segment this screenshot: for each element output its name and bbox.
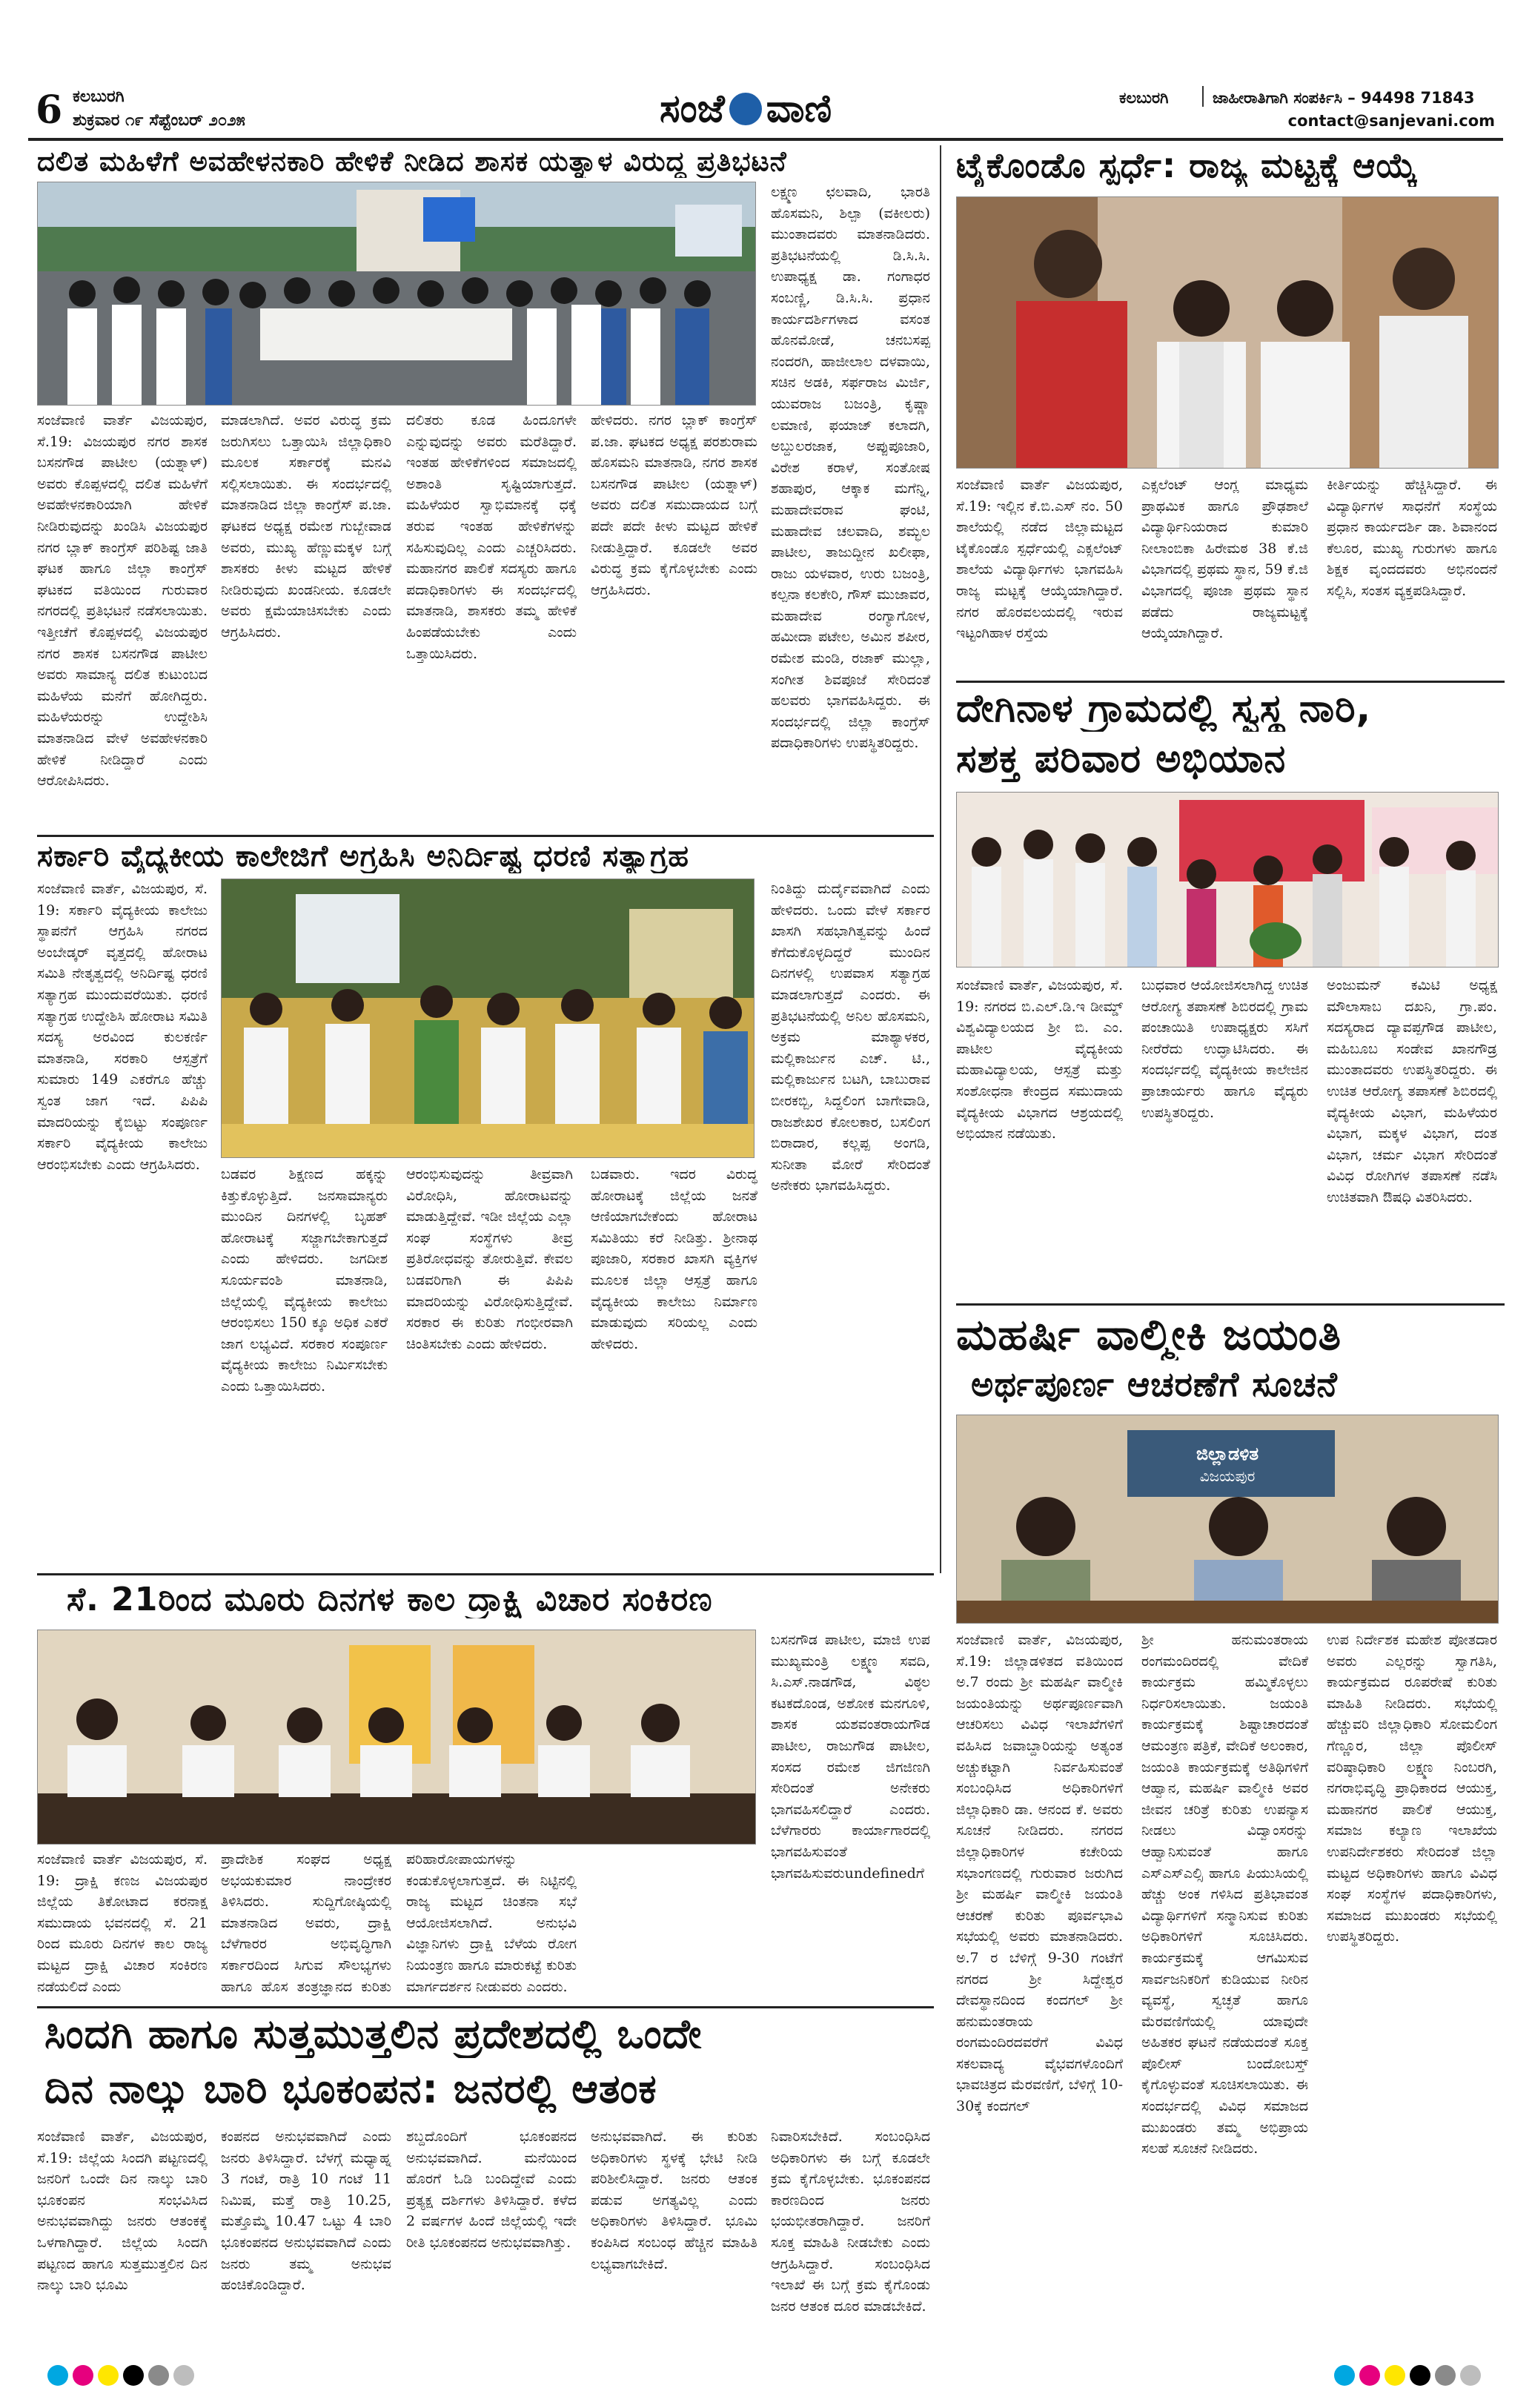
hunger-strike-col-4: ಬಡವಾರು. ಇದರ ವಿರುದ್ಧ ಹೋರಾಟಕ್ಕೆ ಜಿಲ್ಲೆಯ ಜನತೆ ಆಣಿಯಾಗಬೇಕೆಂದು ಹೋರಾಟ ಸಮಿತಿಯು ಕರೆ ನೀಡಿತ್ತು. ಶ್ರೀನಾಥ ಪೂಜಾರಿ, ಸರಕಾರ ಖಾಸಗಿ ವ್ಯಕ್ತಿಗಳ ಮೂಲಕ ಜಿಲ್ಲಾ ಆಸ್ಪತ್ರೆ ಹಾಗೂ ವೈದ್ಯಕೀಯ ಕಾಲೇಜು ನಿರ್ಮಾಣ ಮಾಡುವುದು ಸರಿಯಲ್ಲ ಎಂದು ಹೇಳಿದರು. — [591, 1166, 757, 1352]
earthquake-headline-line-2: ದಿನ ನಾಲ್ಕು ಬಾರಿ ಭೂಕಂಪನ: ಜನರಲ್ಲಿ ಆತಂಕ — [44, 2065, 657, 2112]
grapes-photo — [37, 1630, 756, 1845]
earthquake-col-3: ಶಬ್ದದೊಂದಿಗೆ ಭೂಕಂಪನದ ಅನುಭವವಾಗಿದೆ. ಮನೆಯಿಂದ ಹೊರಗೆ ಓಡಿ ಬಂದಿದ್ದೇವೆ ಎಂದು ಪ್ರತ್ಯಕ್ಷ ದರ್ಶಿಗಳು ತಿಳಿಸಿದ್ದಾರೆ. ಕಳೆದ 2 ವರ್ಷಗಳ ಹಿಂದೆ ಜಿಲ್ಲೆಯಲ್ಲಿ ಇದೇ ರೀತಿ ಭೂಕಂಪನದ ಅನುಭವವಾಗಿತ್ತು. — [406, 2128, 577, 2251]
taekwondo-col-3: ಕೀರ್ತಿಯನ್ನು ಹೆಚ್ಚಿಸಿದ್ದಾರೆ. ಈ ವಿದ್ಯಾರ್ಥಿಗಳ ಸಾಧನೆಗೆ ಸಂಸ್ಥೆಯ ಪ್ರಧಾನ ಕಾರ್ಯದರ್ಶಿ ಡಾ. ಶಿವಾನಂದ ಕೆಲೂರ, ಮುಖ್ಯ ಗುರುಗಳು ಹಾಗೂ ಶಿಕ್ಷಕ ವೃಂದದವರು ಅಭಿನಂದನೆ ಸಲ್ಲಿಸಿ, ಸಂತಸ ವ್ಯಕ್ತಪಡಿಸಿದ್ದಾರೆ. — [1327, 477, 1497, 599]
register-dot — [73, 2365, 93, 2386]
protest-photo-art — [38, 182, 755, 405]
register-dot — [123, 2365, 144, 2386]
earthquake-col-1: ಸಂಜೆವಾಣಿ ವಾರ್ತೆ, ವಿಜಯಪುರ, ಸೆ.19: ಜಿಲ್ಲೆಯ ಸಿಂದಗಿ ಪಟ್ಟಣದಲ್ಲಿ ಜನರಿಗೆ ಒಂದೇ ದಿನ ನಾಲ್ಕು ಬಾರಿ ಭೂಕಂಪನ ಸಂಭವಿಸಿದ ಅನುಭವವಾಗಿದ್ದು ಜನರು ಆತಂಕಕ್ಕೆ ಒಳಗಾಗಿದ್ದಾರೆ. ಜಿಲ್ಲೆಯ ಸಿಂದಗಿ ಪಟ್ಟಣದ ಹಾಗೂ ಸುತ್ತಮುತ್ತಲಿನ ದಿನ ನಾಲ್ಕು ಬಾರಿ ಭೂಮಿ — [37, 2128, 208, 2294]
health-col-2: ಬುಧವಾರ ಆಯೋಜಿಸಲಾಗಿದ್ದ ಉಚಿತ ಆರೋಗ್ಯ ತಪಾಸಣೆ ಶಿಬಿರದಲ್ಲಿ ಗ್ರಾಮ ಪಂಚಾಯಿತಿ ಉಪಾಧ್ಯಕ್ಷರು ಸಸಿಗೆ ನೀರೆರೆದು ಉದ್ಘಾಟಿಸಿದರು. ಈ ಸಂದರ್ಭದಲ್ಲಿ ವೈದ್ಯಕೀಯ ಕಾಲೇಜಿನ ಪ್ರಾಚಾರ್ಯರು ಹಾಗೂ ವೈದ್ಯರು ಉಪಸ್ಥಿತರಿದ್ದರು. — [1141, 977, 1308, 1121]
register-dot — [1385, 2365, 1405, 2386]
taekwondo-col-1: ಸಂಜೆವಾಣಿ ವಾರ್ತೆ ವಿಜಯಪುರ, ಸೆ.19: ಇಲ್ಲಿನ ಕೆ.ಬಿ.ಎಸ್ ನಂ. 50 ಶಾಲೆಯಲ್ಲಿ ನಡೆದ ಜಿಲ್ಲಾಮಟ್ಟದ ಟೈಕೊಂಡೊ ಸ್ಪರ್ಧೆಯಲ್ಲಿ ಎಕ್ಸಲೆಂಟ್ ಶಾಲೆಯ ವಿದ್ಯಾರ್ಥಿಗಳು ಭಾಗವಹಿಸಿ ರಾಜ್ಯ ಮಟ್ಟಕ್ಕೆ ಆಯ್ಕೆಯಾಗಿದ್ದಾರೆ. ನಗರ ಹೊರವಲಯದಲ್ಲಿ ಇರುವ ಇಟ್ಟಂಗಿಹಾಳ ರಸ್ತೆಯ — [956, 477, 1123, 642]
hunger-strike-col-2: ಬಡವರ ಶಿಕ್ಷಣದ ಹಕ್ಕನ್ನು ಕಿತ್ತುಕೊಳ್ಳುತ್ತಿದೆ. ಜನಸಾಮಾನ್ಯರು ಮುಂದಿನ ದಿನಗಳಲ್ಲಿ ಬೃಹತ್ ಹೋರಾಟಕ್ಕೆ ಸಜ್ಜಾಗಬೇಕಾಗುತ್ತದೆ ಎಂದು ಹೇಳಿದರು. ಜಗದೀಶ ಸೂರ್ಯವಂಶಿ ಮಾತನಾಡಿ, ಜಿಲ್ಲೆಯಲ್ಲಿ ವೈದ್ಯಕೀಯ ಕಾಲೇಜು ಆರಂಭಿಸಲು 150 ಕ್ಕೂ ಅಧಿಕ ಎಕರೆ ಜಾಗ ಲಭ್ಯವಿದೆ. ಸರಕಾರ ಸಂಪೂರ್ಣ ವೈದ್ಯಕೀಯ ಕಾಲೇಜು ನಿರ್ಮಿಸಬೇಕು ಎಂದು ಒತ್ತಾಯಿಸಿದರು. — [221, 1166, 388, 1395]
health-col-3: ಅಂಜುಮನ್ ಕಮಿಟಿ ಅಧ್ಯಕ್ಷ ಮೌಲಾಸಾಬ ದಖನಿ, ಗ್ರಾ.ಪಂ. ಸದಸ್ಯರಾದ ದ್ಯಾವಪ್ಪಗೌಡ ಪಾಟೀಲ, ಮಹಿಬೂಬ ಸಂಡೇವ ಖಾನಗೌಡ್ರ ಮುಂತಾದವರು ಉಪಸ್ಥಿತರಿದ್ದರು. ಈ ಉಚಿತ ಆರೋಗ್ಯ ತಪಾಸಣೆ ಶಿಬಿರದಲ್ಲಿ ವೈದ್ಯಕೀಯ ವಿಭಾಗ, ಮಹಿಳೆಯರ ವಿಭಾಗ, ಮಕ್ಕಳ ವಿಭಾಗ, ದಂತ ವಿಭಾಗ, ಚರ್ಮ ವಿಭಾಗ ಸೇರಿದಂತೆ ವಿವಿಧ ರೋಗಿಗಳ ತಪಾಸಣೆ ನಡೆಸಿ ಉಚಿತವಾಗಿ ಔಷಧಿ ವಿತರಿಸಿದರು. — [1327, 977, 1497, 1205]
register-marks-right — [1334, 2365, 1497, 2387]
valmiki-col-3: ಉಪ ನಿರ್ದೇಶಕ ಮಹೇಶ ಪೋತದಾರ ಅವರು ಎಲ್ಲರನ್ನು ಸ್ವಾಗತಿಸಿ, ಕಾರ್ಯಕ್ರಮದ ರೂಪರೇಷೆ ಕುರಿತು ಮಾಹಿತಿ ನೀಡಿದರು. ಸಭೆಯಲ್ಲಿ ಹೆಚ್ಚುವರಿ ಜಿಲ್ಲಾಧಿಕಾರಿ ಸೋಮಲಿಂಗ ಗೆಣ್ಣೂರ, ಜಿಲ್ಲಾ ಪೊಲೀಸ್ ವರಿಷ್ಠಾಧಿಕಾರಿ ಲಕ್ಷ್ಮಣ ನಿಂಬರಗಿ, ನಗರಾಭಿವೃದ್ಧಿ ಪ್ರಾಧಿಕಾರದ ಆಯುಕ್ತ, ಮಹಾನಗರ ಪಾಲಿಕೆ ಆಯುಕ್ತ, ಸಮಾಜ ಕಲ್ಯಾಣ ಇಲಾಖೆಯ ಉಪನಿರ್ದೇಶಕರು ಸೇರಿದಂತೆ ಜಿಲ್ಲಾ ಮಟ್ಟದ ಅಧಿಕಾರಿಗಳು ಹಾಗೂ ವಿವಿಧ ಸಂಘ ಸಂಸ್ಥೆಗಳ ಪದಾಧಿಕಾರಿಗಳು, ಸಮಾಜದ ಮುಖಂಡರು ಸಭೆಯಲ್ಲಿ ಉಪಸ್ಥಿತರಿದ್ದರು. — [1327, 1632, 1497, 1945]
register-dot — [98, 2365, 119, 2386]
hunger-strike-photo-art — [222, 879, 754, 1157]
hunger-strike-col-5: ನಿಂತಿದ್ದು ದುರ್ದೈವವಾಗಿದೆ ಎಂದು ಹೇಳಿದರು. ಒಂದು ವೇಳೆ ಸರ್ಕಾರ ಖಾಸಗಿ ಸಹಭಾಗಿತ್ವವನ್ನು ಹಿಂದೆ ಕೆಗೆದುಕೊಳ್ಳದಿದ್ದರೆ ಮುಂದಿನ ದಿನಗಳಲ್ಲಿ ಉಪವಾಸ ಸತ್ಯಾಗ್ರಹ ಮಾಡಲಾಗುತ್ತದೆ ಎಂದರು. ಈ ಪ್ರತಿಭಟನೆಯಲ್ಲಿ ಅನಿಲ ಹೊಸಮನಿ, ಅಕ್ರಮ ಮಾಶ್ಯಾಳಕರ, ಮಲ್ಲಿಕಾರ್ಜುನ ಎಚ್. ಟಿ., ಮಲ್ಲಿಕಾರ್ಜುನ ಬಟಗಿ, ಬಾಬುರಾವ ಬೀರಕಬ್ಬಿ, ಸಿದ್ದಲಿಂಗ ಬಾಗೇವಾಡಿ, ರಾಜಶೇಖರ ಕೋಲಕಾರ, ಬಸಲಿಂಗ ಬಿರಾದಾರ, ಕಲ್ಲಪ್ಪ ಅಂಗಡಿ, ಸುನೀತಾ ಮೋರೆ ಸೇರಿದಂತೆ ಅನೇಕರು ಭಾಗವಹಿಸಿದ್ದರು. — [771, 881, 930, 1194]
grapes-photo-art — [38, 1630, 755, 1844]
register-dot — [1359, 2365, 1380, 2386]
earthquake-headline-line-1: ಸಿಂದಗಿ ಹಾಗೂ ಸುತ್ತಮುತ್ತಲಿನ ಪ್ರದೇಶದಲ್ಲಿ ಒಂದೇ — [44, 2011, 703, 2057]
hunger-strike-col-3: ಆರಂಭಿಸುವುದನ್ನು ತೀವ್ರವಾಗಿ ವಿರೋಧಿಸಿ, ಹೋರಾಟವನ್ನು ಮಾಡುತ್ತಿದ್ದೇವೆ. ಇಡೀ ಜಿಲ್ಲೆಯ ಎಲ್ಲಾ ಸಂಘ ಸಂಸ್ಥೆಗಳು ತೀವ್ರ ಪ್ರತಿರೋಧವನ್ನು ತೋರುತ್ತಿವೆ. ಕೇವಲ ಬಡವರಿಗಾಗಿ ಈ ಪಿಪಿಪಿ ಮಾದರಿಯನ್ನು ವಿರೋಧಿಸುತ್ತಿದ್ದೇವೆ. ಸರಕಾರ ಈ ಕುರಿತು ಗಂಭೀರವಾಗಿ ಚಿಂತಿಸಬೇಕು ಎಂದು ಹೇಳಿದರು. — [406, 1166, 573, 1352]
health-photo — [956, 792, 1499, 968]
protest-photo — [37, 182, 756, 406]
hunger-strike-headline: ಸರ್ಕಾರಿ ವೈದ್ಯಕೀಯ ಕಾಲೇಜಿಗೆ ಅಗ್ರಹಿಸಿ ಅನಿರ್ದಿಷ್ಟ ಧರಣಿ ಸತ್ಯಾಗ್ರಹ — [37, 839, 689, 873]
health-photo-art — [957, 793, 1498, 967]
register-dot — [1410, 2365, 1430, 2386]
logo-emblem-icon — [729, 93, 762, 125]
separator — [1202, 86, 1204, 107]
valmiki-headline-line-1: ಮಹರ್ಷಿ ವಾಲ್ಮೀಕಿ ಜಯಂತಿ — [956, 1309, 1342, 1360]
earthquake-col-5: ನಿವಾರಿಸಬೇಕಿದೆ. ಸಂಬಂಧಿಸಿದ ಅಧಿಕಾರಿಗಳು ಈ ಬಗ್ಗೆ ಕೂಡಲೇ ಕ್ರಮ ಕೈಗೊಳ್ಳಬೇಕು. ಭೂಕಂಪನದ ಕಾರಣದಿಂದ ಜನರು ಭಯಭೀತರಾಗಿದ್ದಾರೆ. ಜನರಿಗೆ ಸೂಕ್ತ ಮಾಹಿತಿ ನೀಡಬೇಕು ಎಂದು ಆಗ್ರಹಿಸಿದ್ದಾರೆ. ಸಂಬಂಧಿಸಿದ ಇಲಾಖೆ ಈ ಬಗ್ಗೆ ಕ್ರಮ ಕೈಗೊಂಡು ಜನರ ಆತಂಕ ದೂರ ಮಾಡಬೇಕಿದೆ. — [771, 2128, 930, 2315]
column-rule — [940, 145, 941, 1573]
hunger-strike-photo — [221, 879, 755, 1158]
section-rule — [37, 835, 934, 837]
section-rule — [956, 1303, 1505, 1306]
grapes-col-5: ಬಸನಗೌಡ ಪಾಟೀಲ, ಮಾಜಿ ಉಪ ಮುಖ್ಯಮಂತ್ರಿ ಲಕ್ಷ್ಮಣ ಸವದಿ, ಸಿ.ಎಸ್.ನಾಡಗೌಡ, ವಿಠ್ಠಲ ಕಟಕದೊಂಡ, ಅಶೋಕ ಮನಗೂಳಿ, ಶಾಸಕ ಯಶವಂತರಾಯಗೌಡ ಪಾಟೀಲ, ರಾಜುಗೌಡ ಪಾಟೀಲ, ಸಂಸದ ರಮೇಶ ಜಿಗಜಿಣಗಿ ಸೇರಿದಂತೆ ಅನೇಕರು ಭಾಗವಹಿಸಲಿದ್ದಾರೆ ಎಂದರು. ಬೆಳೆಗಾರರು ಕಾರ್ಯಾಗಾರದಲ್ಲಿ ಭಾಗವಹಿಸುವಂತೆ ಭಾಗವಹಿಸುವರುundefinedಗೆ — [771, 1632, 930, 1882]
valmiki-photo — [956, 1415, 1499, 1624]
register-dot — [1460, 2365, 1481, 2386]
register-dot — [173, 2365, 194, 2386]
valmiki-col-2: ಶ್ರೀ ಹನುಮಂತರಾಯ ರಂಗಮಂದಿರದಲ್ಲಿ ವೇದಿಕೆ ಕಾರ್ಯಕ್ರಮ ಹಮ್ಮಿಕೊಳ್ಳಲು ನಿರ್ಧರಿಸಲಾಯಿತು. ಜಯಂತಿ ಕಾರ್ಯಕ್ರಮಕ್ಕೆ ಶಿಷ್ಟಾಚಾರದಂತೆ ಆಮಂತ್ರಣ ಪತ್ರಿಕೆ, ವೇದಿಕೆ ಅಲಂಕಾರ, ಜಯಂತಿ ಕಾರ್ಯಕ್ರಮಕ್ಕೆ ಅತಿಥಿಗಳಿಗೆ ಆಹ್ವಾನ, ಮಹರ್ಷಿ ವಾಲ್ಮೀಕಿ ಅವರ ಜೀವನ ಚರಿತ್ರೆ ಕುರಿತು ಉಪನ್ಯಾಸ ನೀಡಲು ವಿದ್ವಾಂಸರನ್ನು ಆಹ್ವಾನಿಸುವಂತೆ ಹಾಗೂ ಎಸ್ಎಸ್ಎಲ್ಸಿ ಹಾಗೂ ಪಿಯುಸಿಯಲ್ಲಿ ಹೆಚ್ಚು ಅಂಕ ಗಳಿಸಿದ ಪ್ರತಿಭಾವಂತ ವಿದ್ಯಾರ್ಥಿಗಳಿಗೆ ಸನ್ಮಾನಿಸುವ ಕುರಿತು ಅಧಿಕಾರಿಗಳಿಗೆ ಸೂಚಿಸಿದರು. ಕಾರ್ಯಕ್ರಮಕ್ಕೆ ಆಗಮಿಸುವ ಸಾರ್ವಜನಿಕರಿಗೆ ಕುಡಿಯುವ ನೀರಿನ ವ್ಯವಸ್ಥೆ, ಸ್ವಚ್ಛತೆ ಹಾಗೂ ಮೆರವಣಿಗೆಯಲ್ಲಿ ಯಾವುದೇ ಅಹಿತಕರ ಘಟನೆ ನಡೆಯದಂತೆ ಸೂಕ್ತ ಪೊಲೀಸ್ ಬಂದೋಬಸ್ತ್ ಕೈಗೊಳ್ಳುವಂತೆ ಸೂಚಿಸಲಾಯಿತು. ಈ ಸಂದರ್ಭದಲ್ಲಿ ವಿವಿಧ ಸಮಾಜದ ಮುಖಂಡರು ತಮ್ಮ ಅಭಿಪ್ರಾಯ ಸಲಹೆ ಸೂಚನೆ ನೀಡಿದರು. — [1141, 1632, 1308, 2157]
logo-left-text: ಸಂಜೆ — [660, 86, 725, 131]
section-rule — [37, 2006, 934, 2008]
masthead-city: ಕಲಬುರಗಿ — [73, 87, 125, 106]
valmiki-sign-line-2: ವಿಜಯಪುರ — [1199, 1467, 1256, 1485]
protest-side-col: ಲಕ್ಷ್ಮಣ ಛಲವಾದಿ, ಭಾರತಿ ಹೊಸಮನಿ, ಶಿಲ್ಪಾ (ವಕೀಲರು) ಮುಂತಾದವರು ಮಾತನಾಡಿದರು. ಪ್ರತಿಭಟನೆಯಲ್ಲಿ ಡಿ.ಸಿ.ಸಿ. ಉಪಾಧ್ಯಕ್ಷ ಡಾ. ಗಂಗಾಧರ ಸಂಬಣ್ಣಿ, ಡಿ.ಸಿ.ಸಿ. ಪ್ರಧಾನ ಕಾರ್ಯದರ್ಶಿಗಳಾದ ವಸಂತ ಹೊನಮೋಡೆ, ಚನಬಸಪ್ಪ ನಂದರಗಿ, ಹಾಜೀಲಾಲ ದಳವಾಯಿ, ಸಚಿನ ಅಡಕಿ, ಸರ್ಫರಾಜ ಮಿರ್ಜಿ, ಯುವರಾಜ ಬಜಂತ್ರಿ, ಕೃಷ್ಣಾ ಲಮಾಣಿ, ಫಯಾಜ್ ಕಲಾದಗಿ, ಅಬ್ದುಲರಜಾಕ, ಅಪ್ಪುಪೂಜಾರಿ, ವಿರೇಶ ಕರಾಳೆ, ಸಂತೋಷ ಶಹಾಪುರ, ಆಕ್ಕಾಕ ಮಗೆನ್ನಿ, ಮಹಾದೇವರಾವ ಘಂಟಿ, ಮಹಾದೇವ ಚಲವಾದಿ, ಶಮ್ಭಲ ಪಾಟೀಲ, ತಾಜುದ್ದೀನ ಖಲೀಫಾ, ರಾಜು ಯಳವಾರ, ಉರು ಬಜಂತ್ರಿ, ಕಲ್ಪನಾ ಕಲಕೇರಿ, ಗೌಸ್ ಮುಜಾವರ, ಮಹಾದೇವ ರಂಗ್ಯಾಗೋಳ, ಹಮೀದಾ ಪಟೇಲ, ಅಮಿನ ಶಪೀರ, ರಮೇಶ ಮಂಡಿ, ರಜಾಕ್ ಮುಲ್ಲಾ, ಸಂಗೀತ ಶಿವಪೂಜೆ ಸೇರಿದಂತೆ ಹಲವರು ಭಾಗವಹಿಸಿದ್ದರು. ಈ ಸಂದರ್ಭದಲ್ಲಿ ಜಿಲ್ಲಾ ಕಾಂಗ್ರೆಸ್ ಪದಾಧಿಕಾರಿಗಳು ಉಪಸ್ಥಿತರಿದ್ದರು. — [771, 184, 930, 752]
page-number: 6 — [36, 87, 63, 133]
grapes-col-2: ಪ್ರಾದೇಶಿಕ ಸಂಘದ ಅಧ್ಯಕ್ಷ ಅಭಯಕುಮಾರ ನಾಂದ್ರೇಕರ ತಿಳಿಸಿದರು. ಸುದ್ದಿಗೋಷ್ಠಿಯಲ್ಲಿ ಮಾತನಾಡಿದ ಅವರು, ದ್ರಾಕ್ಷಿ ಬೆಳೆಗಾರರ ಅಭಿವೃದ್ಧಿಗಾಗಿ ಸರ್ಕಾರದಿಂದ ಸಿಗುವ ಸೌಲಭ್ಯಗಳು ಹಾಗೂ ಹೊಸ ತಂತ್ರಜ್ಞಾನದ ಕುರಿತು — [221, 1851, 391, 1995]
ad-contact: ಜಾಹೀರಾತಿಗಾಗಿ ಸಂಪರ್ಕಿಸಿ – 94498 71843 — [1213, 89, 1475, 107]
masthead-rule — [28, 138, 1503, 141]
valmiki-headline-line-2: ಅರ್ಥಪೂರ್ಣ ಆಚರಣೆಗೆ ಸೂಚನೆ — [971, 1364, 1338, 1404]
register-dot — [1435, 2365, 1456, 2386]
taekwondo-col-2: ಎಕ್ಸಲೆಂಟ್ ಆಂಗ್ಲ ಮಾಧ್ಯಮ ಪ್ರಾಥಮಿಕ ಹಾಗೂ ಪ್ರೌಢಶಾಲೆ ವಿದ್ಯಾರ್ಥಿನಿಯರಾದ ಕುಮಾರಿ ನೀಲಾಂಬಿಕಾ ಹಿರೇಮಠ 38 ಕೆ.ಜಿ ವಿಭಾಗದಲ್ಲಿ ಪ್ರಥಮ ಸ್ಥಾನ, 59 ಕೆ.ಜಿ ವಿಭಾಗದಲ್ಲಿ ಪೂಜಾ ಪ್ರಥಮ ಸ್ಥಾನ ಪಡೆದು ರಾಜ್ಯಮಟ್ಟಕ್ಕೆ ಆಯ್ಕೆಯಾಗಿದ್ದಾರೆ. — [1141, 477, 1308, 642]
logo-right-text: ವಾಣಿ — [766, 86, 832, 131]
register-dot — [1334, 2365, 1355, 2386]
health-headline-line-2: ಸಶಕ್ತ ಪರಿವಾರ ಅಭಿಯಾನ — [956, 737, 1287, 781]
earthquake-col-4: ಅನುಭವವಾಗಿದೆ. ಈ ಕುರಿತು ಅಧಿಕಾರಿಗಳು ಸ್ಥಳಕ್ಕೆ ಭೇಟಿ ನೀಡಿ ಪರಿಶೀಲಿಸಿದ್ದಾರೆ. ಜನರು ಆತಂಕ ಪಡುವ ಅಗತ್ಯವಿಲ್ಲ ಎಂದು ಅಧಿಕಾರಿಗಳು ತಿಳಿಸಿದ್ದಾರೆ. ಭೂಮಿ ಕಂಪಿಸಿದ ಸಂಬಂಧ ಹೆಚ್ಚಿನ ಮಾಹಿತಿ ಲಭ್ಯವಾಗಬೇಕಿದೆ. — [591, 2128, 757, 2272]
protest-headline: ದಲಿತ ಮಹಿಳೆಗೆ ಅವಹೇಳನಕಾರಿ ಹೇಳಿಕೆ ನೀಡಿದ ಶಾಸಕ ಯತ್ನಾಳ ವಿರುದ್ಧ ಪ್ರತಿಭಟನೆ — [37, 145, 787, 177]
masthead-date: ಶುಕ್ರವಾರ ೧೯ ಸೆಪ್ಟೆಂಬರ್ ೨೦೨೫ — [73, 111, 245, 130]
taekwondo-photo — [956, 196, 1499, 469]
taekwondo-headline: ಟೈಕೊಂಡೊ ಸ್ಪರ್ಧೆ: ರಾಜ್ಯ ಮಟ್ಟಕ್ಕೆ ಆಯ್ಕೆ — [956, 145, 1418, 185]
valmiki-col-1: ಸಂಜೆವಾಣಿ ವಾರ್ತೆ, ವಿಜಯಪುರ, ಸೆ.19: ಜಿಲ್ಲಾಡಳಿತದ ವತಿಯಿಂದ ಅ.7 ರಂದು ಶ್ರೀ ಮಹರ್ಷಿ ವಾಲ್ಮೀಕಿ ಜಯಂತಿಯನ್ನು ಅರ್ಥಪೂರ್ಣವಾಗಿ ಆಚರಿಸಲು ವಿವಿಧ ಇಲಾಖೆಗಳಿಗೆ ವಹಿಸಿದ ಜವಾಬ್ದಾರಿಯನ್ನು ಅತ್ಯಂತ ಅಚ್ಚುಕಟ್ಟಾಗಿ ನಿರ್ವಹಿಸುವಂತೆ ಸಂಬಂಧಿಸಿದ ಅಧಿಕಾರಿಗಳಿಗೆ ಜಿಲ್ಲಾಧಿಕಾರಿ ಡಾ. ಆನಂದ ಕೆ. ಅವರು ಸೂಚನೆ ನೀಡಿದರು. ನಗರದ ಜಿಲ್ಲಾಧಿಕಾರಿಗಳ ಕಚೇರಿಯ ಸಭಾಂಗಣದಲ್ಲಿ ಗುರುವಾರ ಜರುಗಿದ ಶ್ರೀ ಮಹರ್ಷಿ ವಾಲ್ಮೀಕಿ ಜಯಂತಿ ಆಚರಣೆ ಕುರಿತು ಪೂರ್ವಭಾವಿ ಸಭೆಯಲ್ಲಿ ಅವರು ಮಾತನಾಡಿದರು. ಅ.7 ರ ಬೆಳಿಗ್ಗೆ 9-30 ಗಂಟೆಗೆ ನಗರದ ಶ್ರೀ ಸಿದ್ದೇಶ್ವರ ದೇವಸ್ಥಾನದಿಂದ ಕಂದಗಲ್ ಶ್ರೀ ಹನುಮಂತರಾಯ ರಂಗಮಂದಿರದವರೆಗೆ ವಿವಿಧ ಸಕಲವಾದ್ಯ ವೈಭವಗಳೊಂದಿಗೆ ಭಾವಚಿತ್ರದ ಮೆರವಣಿಗೆ, ಬೆಳಿಗ್ಗೆ 10-30ಕ್ಕೆ ಕಂದಗಲ್ — [956, 1632, 1123, 2115]
valmiki-sign-line-1: ಜಿಲ್ಲಾಡಳಿತ — [1196, 1443, 1259, 1464]
register-marks-left — [47, 2365, 210, 2387]
masthead-right-city: ಕಲಬುರಗಿ — [1119, 89, 1169, 107]
hunger-strike-col-1: ಸಂಜೆವಾಣಿ ವಾರ್ತೆ, ವಿಜಯಪುರ, ಸೆ. 19: ಸರ್ಕಾರಿ ವೈದ್ಯಕೀಯ ಕಾಲೇಜು ಸ್ಥಾಪನೆಗೆ ಆಗ್ರಹಿಸಿ ನಗರದ ಅಂಬೇಡ್ಕರ್ ವೃತ್ತದಲ್ಲಿ ಹೋರಾಟ ಸಮಿತಿ ನೇತೃತ್ವದಲ್ಲಿ ಅನಿರ್ದಿಷ್ಟ ಧರಣಿ ಸತ್ಯಾಗ್ರಹ ಮುಂದುವರೆಯಿತು. ಧರಣಿ ಸತ್ಯಾಗ್ರಹ ಉದ್ದೇಶಿಸಿ ಹೋರಾಟ ಸಮಿತಿ ಸದಸ್ಯ ಅರವಿಂದ ಕುಲಕರ್ಣಿ ಮಾತನಾಡಿ, ಸರಕಾರಿ ಆಸ್ಪತ್ರೆಗೆ ಸುಮಾರು 149 ಎಕರೆಗೂ ಹೆಚ್ಚು ಸ್ವಂತ ಜಾಗ ಇದೆ. ಪಿಪಿಪಿ ಮಾದರಿಯನ್ನು ಕೈಬಿಟ್ಟು ಸಂಪೂರ್ಣ ಸರ್ಕಾರಿ ವೈದ್ಯಕೀಯ ಕಾಲೇಜು ಆರಂಭಿಸಬೇಕು ಎಂದು ಆಗ್ರಹಿಸಿದರು. — [37, 881, 208, 1173]
section-rule — [956, 681, 1505, 683]
taekwondo-photo-art — [957, 197, 1498, 468]
protest-col-3: ದಲಿತರು ಕೂಡ ಹಿಂದೂಗಳೇ ಎನ್ನುವುದನ್ನು ಅವರು ಮರೆತಿದ್ದಾರೆ. ಇಂತಹ ಹೇಳಿಕೆಗಳಿಂದ ಸಮಾಜದಲ್ಲಿ ಅಶಾಂತಿ ಸೃಷ್ಟಿಯಾಗುತ್ತದೆ. ಮಹಿಳೆಯರ ಸ್ವಾಭಿಮಾನಕ್ಕೆ ಧಕ್ಕೆ ತರುವ ಇಂತಹ ಹೇಳಿಕೆಗಳನ್ನು ಸಹಿಸುವುದಿಲ್ಲ ಎಂದು ಎಚ್ಚರಿಸಿದರು. ಮಹಾನಗರ ಪಾಲಿಕೆ ಸದಸ್ಯರು ಹಾಗೂ ಪದಾಧಿಕಾರಿಗಳು ಈ ಸಂದರ್ಭದಲ್ಲಿ ಮಾತನಾಡಿ, ಶಾಸಕರು ತಮ್ಮ ಹೇಳಿಕೆ ಹಿಂಪಡೆಯಬೇಕು ಎಂದು ಒತ್ತಾಯಿಸಿದರು. — [406, 412, 577, 662]
register-dot — [47, 2365, 68, 2386]
health-headline-line-1: ದೇಗಿನಾಳ ಗ್ರಾಮದಲ್ಲಿ ಸ್ವಸ್ಥ ನಾರಿ, — [956, 687, 1372, 731]
section-rule — [37, 1573, 934, 1575]
contact-email: contact@sanjevani.com — [1287, 112, 1495, 130]
protest-col-4: ಹೇಳಿದರು. ನಗರ ಬ್ಲಾಕ್ ಕಾಂಗ್ರೆಸ್ ಪ.ಜಾ. ಘಟಕದ ಅಧ್ಯಕ್ಷ ಪರಶುರಾಮ ಹೊಸಮನಿ ಮಾತನಾಡಿ, ನಗರ ಶಾಸಕ ಬಸನಗೌಡ ಪಾಟೀಲ (ಯತ್ನಾಳ್) ಅವರು ದಲಿತ ಸಮುದಾಯದ ಬಗ್ಗೆ ಪದೇ ಪದೇ ಕೀಳು ಮಟ್ಟದ ಹೇಳಿಕೆ ನೀಡುತ್ತಿದ್ದಾರೆ. ಕೂಡಲೇ ಅವರ ವಿರುದ್ಧ ಕ್ರಮ ಕೈಗೊಳ್ಳಬೇಕು ಎಂದು ಆಗ್ರಹಿಸಿದರು. — [591, 412, 757, 598]
newspaper-logo — [660, 83, 832, 135]
grapes-col-1: ಸಂಜೆವಾಣಿ ವಾರ್ತೆ ವಿಜಯಪುರ, ಸೆ. 19: ದ್ರಾಕ್ಷಿ ಕಣಜ ವಿಜಯಪುರ ಜಿಲ್ಲೆಯ ತಿಕೋಟಾದ ಕರನಾಕ್ಷ ಸಮುದಾಯ ಭವನದಲ್ಲಿ ಸೆ. 21 ರಿಂದ ಮೂರು ದಿನಗಳ ಕಾಲ ರಾಜ್ಯ ಮಟ್ಟದ ದ್ರಾಕ್ಷಿ ವಿಚಾರ ಸಂಕಿರಣ ನಡೆಯಲಿದೆ ಎಂದು — [37, 1851, 208, 1995]
register-dot — [148, 2365, 169, 2386]
grapes-col-3: ಪರಿಹಾರೋಪಾಯಗಳನ್ನು ಕಂಡುಕೊಳ್ಳಲಾಗುತ್ತದೆ. ಈ ನಿಟ್ಟಿನಲ್ಲಿ ರಾಜ್ಯ ಮಟ್ಟದ ಚಿಂತನಾ ಸಭೆ ಆಯೋಜಿಸಲಾಗಿದೆ. ಅನುಭವಿ ವಿಜ್ಞಾನಿಗಳು ದ್ರಾಕ್ಷಿ ಬೆಳೆಯ ರೋಗ ನಿಯಂತ್ರಣ ಹಾಗೂ ಮಾರುಕಟ್ಟೆ ಕುರಿತು ಮಾರ್ಗದರ್ಶನ ನೀಡುವರು ಎಂದರು. — [406, 1851, 577, 1995]
grapes-headline: ಸೆ. 21ರಿಂದ ಮೂರು ದಿನಗಳ ಕಾಲ ದ್ರಾಕ್ಷಿ ವಿಚಾರ ಸಂಕಿರಣ — [67, 1581, 713, 1618]
protest-col-2: ಮಾಡಲಾಗಿದೆ. ಅವರ ವಿರುದ್ಧ ಕ್ರಮ ಜರುಗಿಸಲು ಒತ್ತಾಯಿಸಿ ಜಿಲ್ಲಾಧಿಕಾರಿ ಮೂಲಕ ಸರ್ಕಾರಕ್ಕೆ ಮನವಿ ಸಲ್ಲಿಸಲಾಯಿತು. ಈ ಸಂದರ್ಭದಲ್ಲಿ ಮಾತನಾಡಿದ ಜಿಲ್ಲಾ ಕಾಂಗ್ರೆಸ್ ಪ.ಜಾ. ಘಟಕದ ಅಧ್ಯಕ್ಷ ರಮೇಶ ಗುಬ್ಬೇವಾಡ ಅವರು, ಮುಖ್ಯ ಹೆಣ್ಣುಮಕ್ಕಳ ಬಗ್ಗೆ ಶಾಸಕರು ಕೀಳು ಮಟ್ಟದ ಹೇಳಿಕೆ ನೀಡಿರುವುದು ಖಂಡನೀಯ. ಕೂಡಲೇ ಅವರು ಕ್ಷಮೆಯಾಚಿಸಬೇಕು ಎಂದು ಆಗ್ರಹಿಸಿದರು. — [221, 412, 391, 641]
health-col-1: ಸಂಜೆವಾಣಿ ವಾರ್ತೆ, ವಿಜಯಪುರ, ಸೆ. 19: ನಗರದ ಬಿ.ಎಲ್.ಡಿ.ಇ ಡೀಮ್ಡ್ ವಿಶ್ವವಿದ್ಯಾಲಯದ ಶ್ರೀ ಬಿ. ಎಂ. ಪಾಟೀಲ ವೈದ್ಯಕೀಯ ಮಹಾವಿದ್ಯಾಲಯ, ಆಸ್ಪತ್ರೆ ಮತ್ತು ಸಂಶೋಧನಾ ಕೇಂದ್ರದ ಸಮುದಾಯ ವೈದ್ಯಕೀಯ ವಿಭಾಗದ ಆಶ್ರಯದಲ್ಲಿ ಅಭಿಯಾನ ನಡೆಯಿತು. — [956, 977, 1123, 1142]
earthquake-col-2: ಕಂಪನದ ಅನುಭವವಾಗಿದೆ ಎಂದು ಜನರು ತಿಳಿಸಿದ್ದಾರೆ. ಬೆಳಗ್ಗೆ ಮಧ್ಯಾಹ್ನ 3 ಗಂಟೆ, ರಾತ್ರಿ 10 ಗಂಟೆ 11 ನಿಮಿಷ, ಮತ್ತೆ ರಾತ್ರಿ 10.25, ಮತ್ತೊಮ್ಮೆ 10.47 ಒಟ್ಟು 4 ಬಾರಿ ಭೂಕಂಪನದ ಅನುಭವವಾಗಿದೆ ಎಂದು ಜನರು ತಮ್ಮ ಅನುಭವ ಹಂಚಿಕೊಂಡಿದ್ದಾರೆ. — [221, 2128, 391, 2294]
protest-col-1: ಸಂಜೆವಾಣಿ ವಾರ್ತೆ ವಿಜಯಪುರ, ಸೆ.19: ವಿಜಯಪುರ ನಗರ ಶಾಸಕ ಬಸನಗೌಡ ಪಾಟೀಲ (ಯತ್ನಾಳ್) ಅವರು ಕೊಪ್ಪಳದಲ್ಲಿ ದಲಿತ ಮಹಿಳೆಗೆ ಅವಹೇಳನಕಾರಿಯಾಗಿ ಹೇಳಿಕೆ ನೀಡಿರುವುದನ್ನು ಖಂಡಿಸಿ ವಿಜಯಪುರ ನಗರ ಬ್ಲಾಕ್ ಕಾಂಗ್ರೆಸ್ ಪರಿಶಿಷ್ಟ ಜಾತಿ ಘಟಕ ಹಾಗೂ ಜಿಲ್ಲಾ ಕಾಂಗ್ರೆಸ್ ಘಟಕದ ವತಿಯಿಂದ ಗುರುವಾರ ನಗರದಲ್ಲಿ ಪ್ರತಿಭಟನೆ ನಡೆಸಲಾಯಿತು. ಇತ್ತೀಚೆಗೆ ಕೊಪ್ಪಳದಲ್ಲಿ ವಿಜಯಪುರ ನಗರ ಶಾಸಕ ಬಸನಗೌಡ ಪಾಟೀಲ ಅವರು ಸಾಮಾನ್ಯ ದಲಿತ ಕುಟುಂಬದ ಮಹಿಳೆಯ ಮನೆಗೆ ಹೋಗಿದ್ದರು. ಮಹಿಳೆಯರನ್ನು ಉದ್ದೇಶಿಸಿ ಮಾತನಾಡಿದ ವೇಳೆ ಅವಹೇಳನಕಾರಿ ಹೇಳಿಕೆ ನೀಡಿದ್ದಾರೆ ಎಂದು ಆರೋಪಿಸಿದರು. — [37, 412, 208, 790]
